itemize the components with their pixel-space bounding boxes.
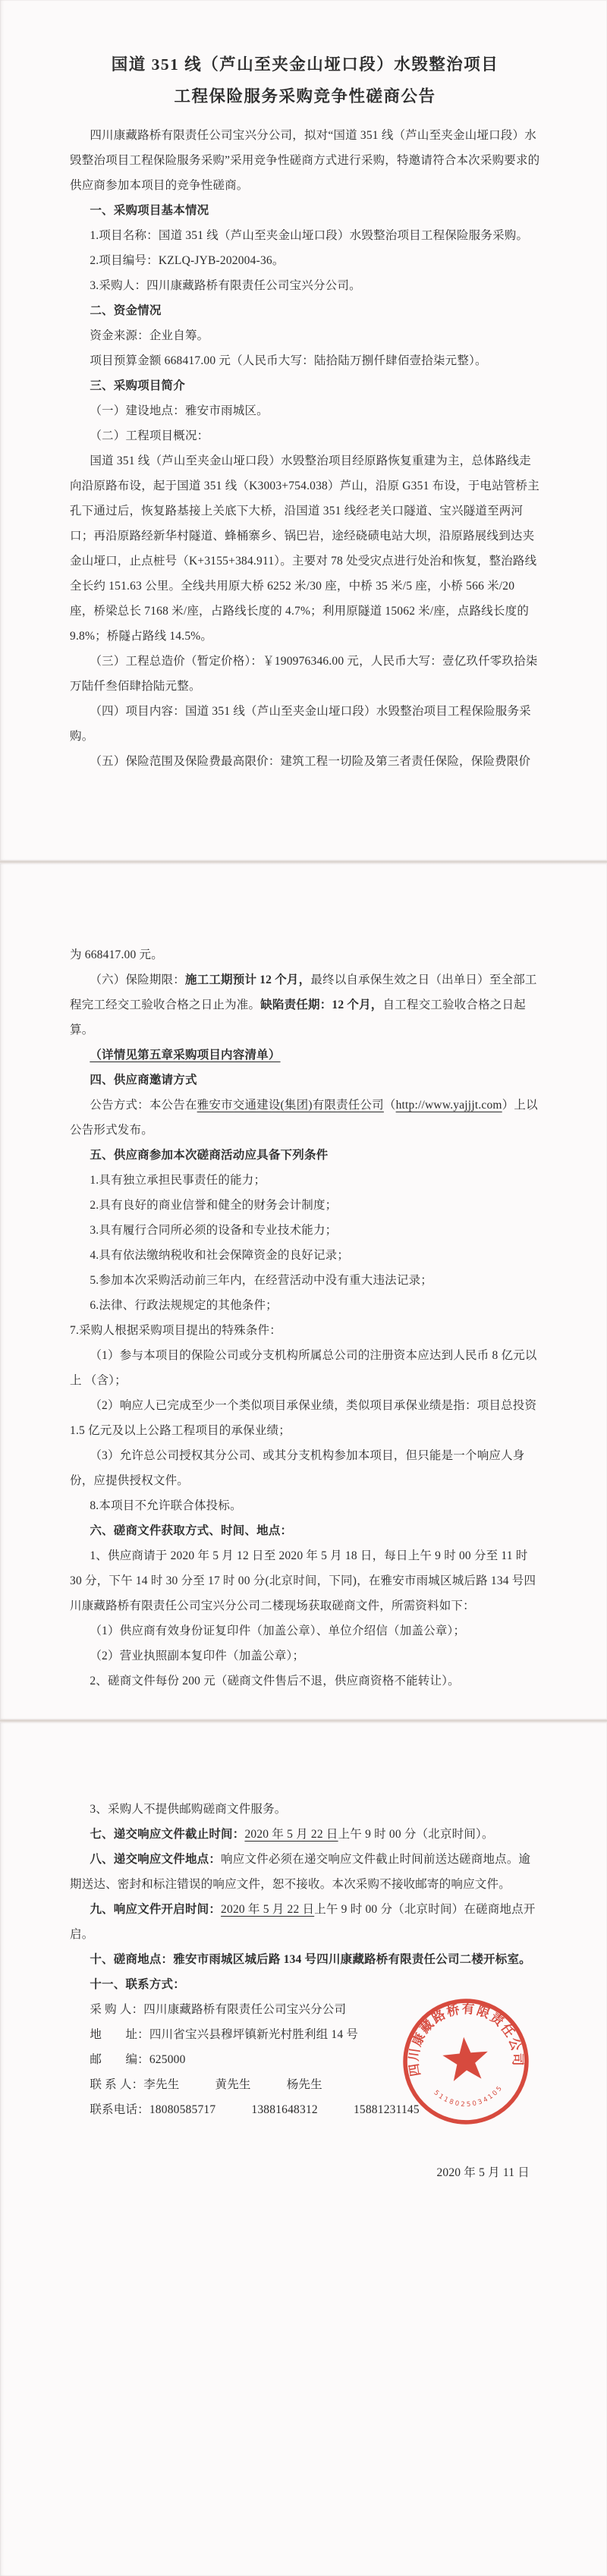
no-mail-service-note [70,1797,540,1822]
project-overview [70,448,540,649]
text-segment: 二、资金情况 [90,304,162,317]
intro-paragraph [70,123,540,198]
text-segment: 九、响应文件开启时间： [90,1903,222,1916]
section-8-submit-place [70,1847,540,1897]
section-2-heading [70,298,540,323]
condition-4 [70,1243,540,1268]
condition-6 [70,1293,540,1318]
text-segment: 工程保险服务采购竞争性磋商公告 [174,87,436,105]
text-segment: 公告方式：本公告在 [90,1099,197,1112]
text-segment: 资金来源：企业自筹。 [90,329,209,342]
document-page-2 [0,863,607,1719]
announcement-date [70,2160,540,2185]
contact-persons [70,2072,540,2097]
section-11-heading [70,1972,540,1997]
text-segment: 雅安市雨城区城后路 134 号四川康藏路桥有限责任公司二楼开标室。 [173,1953,531,1966]
seal-company-name: 四川康藏路桥有限责任公司 [406,2001,525,2077]
text-segment: 响应文件必须在递交响应文件截止时间前送达磋商地点。逾期送达、密封和标注错误的响应文件，恕不接收。本次采购不接收邮寄的响应文件。 [70,1853,531,1891]
contact-phones [70,2097,540,2122]
document-page-1 [0,0,607,860]
text-segment: 1.具有独立承担民事责任的能力； [90,1174,266,1187]
section-1-heading [70,198,540,223]
text-segment: 2.项目编号：KZLQ-JYB-202004-36。 [90,254,285,267]
special-condition-2 [70,1393,540,1443]
announcement-method [70,1093,540,1143]
special-condition-3 [70,1443,540,1493]
condition-3 [70,1218,540,1243]
text-segment: 4.具有依法缴纳税收和社会保障资金的良好记录； [90,1249,350,1262]
text-segment: 采 购 人：四川康藏路桥有限责任公司宝兴分公司 [90,2003,347,2016]
announcement-url: http://www.yajjjt.com [395,1099,502,1112]
text-segment: 6.法律、行政法规规定的其他条件； [90,1299,278,1312]
insurance-period [70,967,540,1043]
text-segment: 施工工期预计 12 个月， [184,973,311,986]
text-segment: 上午 9 时 00 分（北京时间）。 [338,1828,494,1841]
text-segment: 最终以自承保生效之日（出单日）至全部工程完工经交工验收合格之日止为准。 [70,973,537,1011]
insurance-scope-part2 [70,942,540,967]
text-segment: （2）响应人已完成至少一个类似项目承保业绩，类似项目承保业绩是指：项目总投资 1.5 亿元及以上公路工程项目的承保业绩； [70,1399,537,1437]
construction-site [70,398,540,423]
text-segment: 七、递交响应文件截止时间： [90,1828,245,1841]
text-segment: 2020 年 5 月 22 日 [244,1828,338,1841]
text-segment: 8.本项目不允许联合体投标。 [90,1499,242,1512]
section-5-heading [70,1143,540,1168]
text-segment: 国道 351 线（芦山至夹金山垭口段）水毁整治项目 [111,55,499,74]
text-segment: 国道 351 线（芦山至夹金山垭口段）水毁整治项目经原路恢复重建为主，总体路线走向沿原路布设，起于国道 351 线（K3003+754.038）芦山，沿原 G351 布设，于电站管桥主孔下通过后，恢复路基接上关底下大桥，沿国道 351 线经老关口隧道、宝兴隧道至两河口；再沿原路经新华村隧道、蜂桶寨乡、锅巴岩，途经硗碛电站大坝，沿原路展线到达夹金山垭口，止点桩号（K+3155+384.911）。主要对 78 处受灾点进行处治和恢复，整治路线全长约 151.63 公里。全线共用原大桥 6252 米/30 座，中桥 35 米/5 座，小桥 566 米/20 座，桥梁总长 7168 米/座，占路线长度的 4.7%；利用原隧道 15062 米/座，点路线长度的 9.8%；桥隧占路线 14.5%。 [70,454,539,643]
text-segment: 一、采购项目基本情况 [90,204,209,217]
text-segment: 八、递交响应文件地点： [90,1853,222,1866]
section-6-heading [70,1518,540,1543]
text-segment: 2020 年 5 月 11 日 [436,2166,530,2179]
text-segment: 四、供应商邀请方式 [90,1074,197,1087]
text-segment: 1、供应商请于 2020 年 5 月 12 日至 2020 年 5 月 18 日，每日上午 9 时 00 分至 11 时 30 分，下午 14 时 30 分至 17 时 00 分(北京时间，下同)，在雅安市雨城区城后路 134 号四川康藏路桥有限责任公司宝兴分公司二楼现场获取磋商文件，所需资料如下： [70,1549,536,1612]
text-segment: 缺陷责任期：12 个月， [260,999,383,1011]
text-segment: （四）项目内容：国道 351 线（芦山至夹金山垭口段）水毁整治项目工程保险服务采购。 [70,705,531,743]
text-segment: （详情见第五章采购项目内容清单） [90,1049,281,1062]
text-segment: 四川康藏路桥有限责任公司宝兴分公司，拟对“国道 351 线（芦山至夹金山垭口段）水毁整治项目工程保险服务采购”采用竞争性磋商方式进行采购，特邀请符合本次采购要求的供应商参加本项目的竞争性磋商。 [70,129,540,192]
text-segment: 3.具有履行合同所必须的设备和专业技术能力； [90,1224,338,1237]
special-condition-1 [70,1343,540,1393]
contact-purchaser [70,1997,540,2022]
text-segment: （一）建设地点：雅安市雨城区。 [90,404,269,417]
text-segment: 2.具有良好的商业信誉和健全的财务会计制度； [90,1199,338,1212]
text-segment: 7.采购人根据采购项目提出的特殊条件： [70,1324,281,1337]
document-obtain-info [70,1543,540,1618]
total-cost [70,649,540,699]
text-segment: 六、磋商文件获取方式、时间、地点： [90,1524,293,1537]
text-segment: 为 668417.00 元。 [70,948,163,961]
text-segment: 联 系 人：李先生 黄先生 杨先生 [90,2078,322,2091]
contact-address [70,2022,540,2047]
document-price [70,1669,540,1694]
text-segment: 3、采购人不提供邮购磋商文件服务。 [90,1803,287,1816]
text-segment: 雅安市交通建设(集团)有限责任公司 [197,1099,384,1112]
text-segment: （ [383,1099,396,1112]
condition-2 [70,1193,540,1218]
text-segment: （1）供应商有效身份证复印件（加盖公章）、单位介绍信（加盖公章）； [90,1625,466,1637]
required-material-2 [70,1643,540,1669]
section-10-venue [70,1947,540,1972]
project-name [70,223,540,248]
text-segment: 上午 9 时 00 分（北京时间）在磋商地点开启。 [70,1903,536,1941]
fund-source [70,323,540,348]
text-segment: 十、磋商地点： [90,1953,174,1966]
project-number [70,248,540,273]
section-9-opening-time [70,1897,540,1947]
required-material-1 [70,1618,540,1643]
budget-amount [70,348,540,373]
condition-5 [70,1268,540,1293]
project-overview-heading [70,423,540,448]
text-segment: （1）参与本项目的保险公司或分支机构所属总公司的注册资本应达到人民币 8 亿元以上 （含）； [70,1349,537,1387]
text-segment: （二）工程项目概况： [90,429,209,442]
section-7-deadline [70,1822,540,1847]
section-3-heading [70,373,540,398]
text-segment: （五）保险范围及保险费最高限价：建筑工程一切险及第三者责任保险，保险费限价 [90,755,531,768]
condition-1 [70,1168,540,1193]
text-segment: 5.参加本次采购活动前三年内，在经营活动中没有重大违法记录； [90,1274,432,1287]
insurance-scope-part1 [70,749,540,774]
text-segment: （三）工程总造价（暂定价格）：￥190976346.00 元，人民币大写：壹亿玖仟零玖拾柒万陆仟叁佰肆拾陆元整。 [70,655,538,693]
document-page-3 [0,1722,607,2576]
text-segment: （3）允许总公司授权其分公司、或其分支机构参加本项目，但只能是一个响应人身份，应提供授权文件。 [70,1449,525,1487]
seal-number: 5118025034105 [432,2084,505,2109]
project-content [70,699,540,749]
contact-postcode [70,2047,540,2072]
text-segment: 2、磋商文件每份 200 元（磋商文件售后不退，供应商资格不能转让）。 [90,1675,460,1687]
text-segment: 三、采购项目简介 [90,379,185,392]
text-segment: 项目预算金额 668417.00 元（人民币大写：陆拾陆万捌仟肆佰壹拾柒元整）。 [90,354,487,367]
text-segment: 联系电话：18080585717 13881648312 15881231145 [90,2103,420,2116]
section-4-heading [70,1068,540,1093]
text-segment: 自工程交工验收合格之日起算。 [70,999,526,1036]
detail-reference-note [70,1043,540,1068]
text-segment: 十一、联系方式： [90,1978,185,1991]
text-segment: ）上以公告形式发布。 [70,1099,538,1137]
purchaser [70,273,540,298]
text-segment: 地 址：四川省宝兴县穆坪镇新光村胜利组 14 号 [90,2028,359,2041]
doc-title-line1 [70,49,540,80]
text-segment: 五、供应商参加本次磋商活动应具备下列条件 [90,1149,329,1162]
text-segment: （2）营业执照副本复印件（加盖公章）； [90,1650,305,1662]
text-segment: 2020 年 5 月 22 日 [221,1903,315,1916]
text-segment: （六）保险期限： [90,973,185,986]
text-segment: 1.项目名称：国道 351 线（芦山至夹金山垭口段）水毁整治项目工程保险服务采购。 [90,229,529,242]
condition-8 [70,1493,540,1518]
condition-7 [70,1318,540,1343]
text-segment: 邮 编：625000 [90,2053,186,2066]
text-segment: 3.采购人：四川康藏路桥有限责任公司宝兴分公司。 [90,279,361,292]
doc-title-line2 [70,80,540,112]
